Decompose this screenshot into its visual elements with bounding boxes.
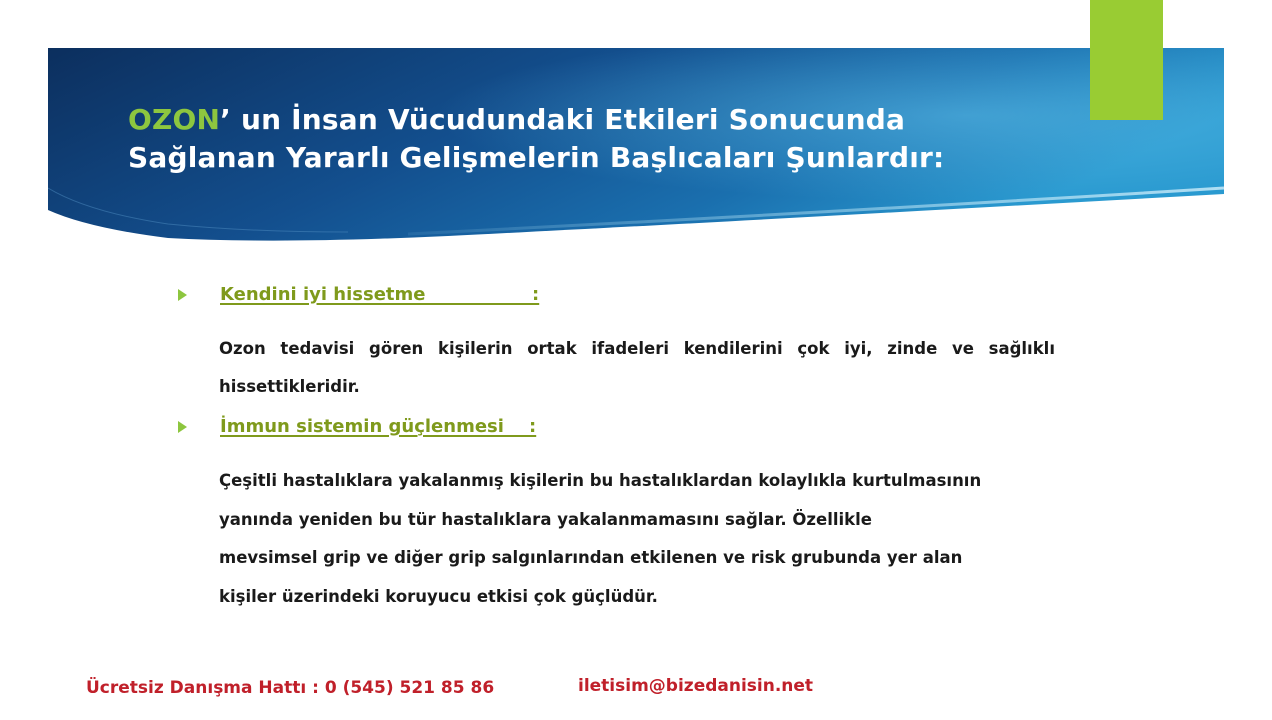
section-2-heading-row [178, 416, 536, 437]
footer-email[interactable]: iletisim@bizedanisin.net [578, 676, 814, 696]
accent-bar [1090, 0, 1163, 120]
title-line-2: Sağlanan Yararlı Gelişmelerin Başlıcaları Şunlardır: [128, 141, 945, 174]
section-2-body-line-2: yanında yeniden bu tür hastalıklara yakalanmamasını sağlar. Özellikle [219, 509, 872, 529]
section-1-heading-row [178, 284, 539, 305]
section-1-heading: Kendini iyi hissetme : [220, 284, 540, 305]
section-1-body-line-1: Ozon tedavisi gören kişilerin ortak ifadeleri kendilerini çok iyi, zinde ve sağlıklı [219, 339, 1055, 358]
section-2-body-line-3: mevsimsel grip ve diğer grip salgınlarından etkilenen ve risk grubunda yer alan [219, 548, 963, 567]
section-2-body-line-1: Çeşitli hastalıklara yakalanmış kişilerin bu hastalıklardan kolaylıkla kurtulmasının [219, 471, 982, 490]
title-line-1-rest: ’ un İnsan Vücudundaki Etkileri Sonucunda [220, 103, 906, 136]
section-2-body-line-4: kişiler üzerindeki koruyucu etkisi çok güçlüdür. [219, 586, 658, 606]
section-1-body [219, 330, 1055, 406]
section-2-body [219, 462, 1059, 616]
footer-hotline: Ücretsiz Danışma Hattı : 0 (545) 521 85 86 [86, 678, 495, 698]
title-line-1 [128, 101, 1028, 139]
title-ozon: OZON [128, 103, 221, 136]
triangle-right-icon [178, 421, 187, 433]
slide-title [128, 101, 1028, 177]
section-1-body-line-2: hissettikleridir. [219, 377, 360, 396]
section-2-heading: İmmun sistemin güçlenmesi : [220, 416, 537, 437]
triangle-right-icon [178, 289, 187, 301]
